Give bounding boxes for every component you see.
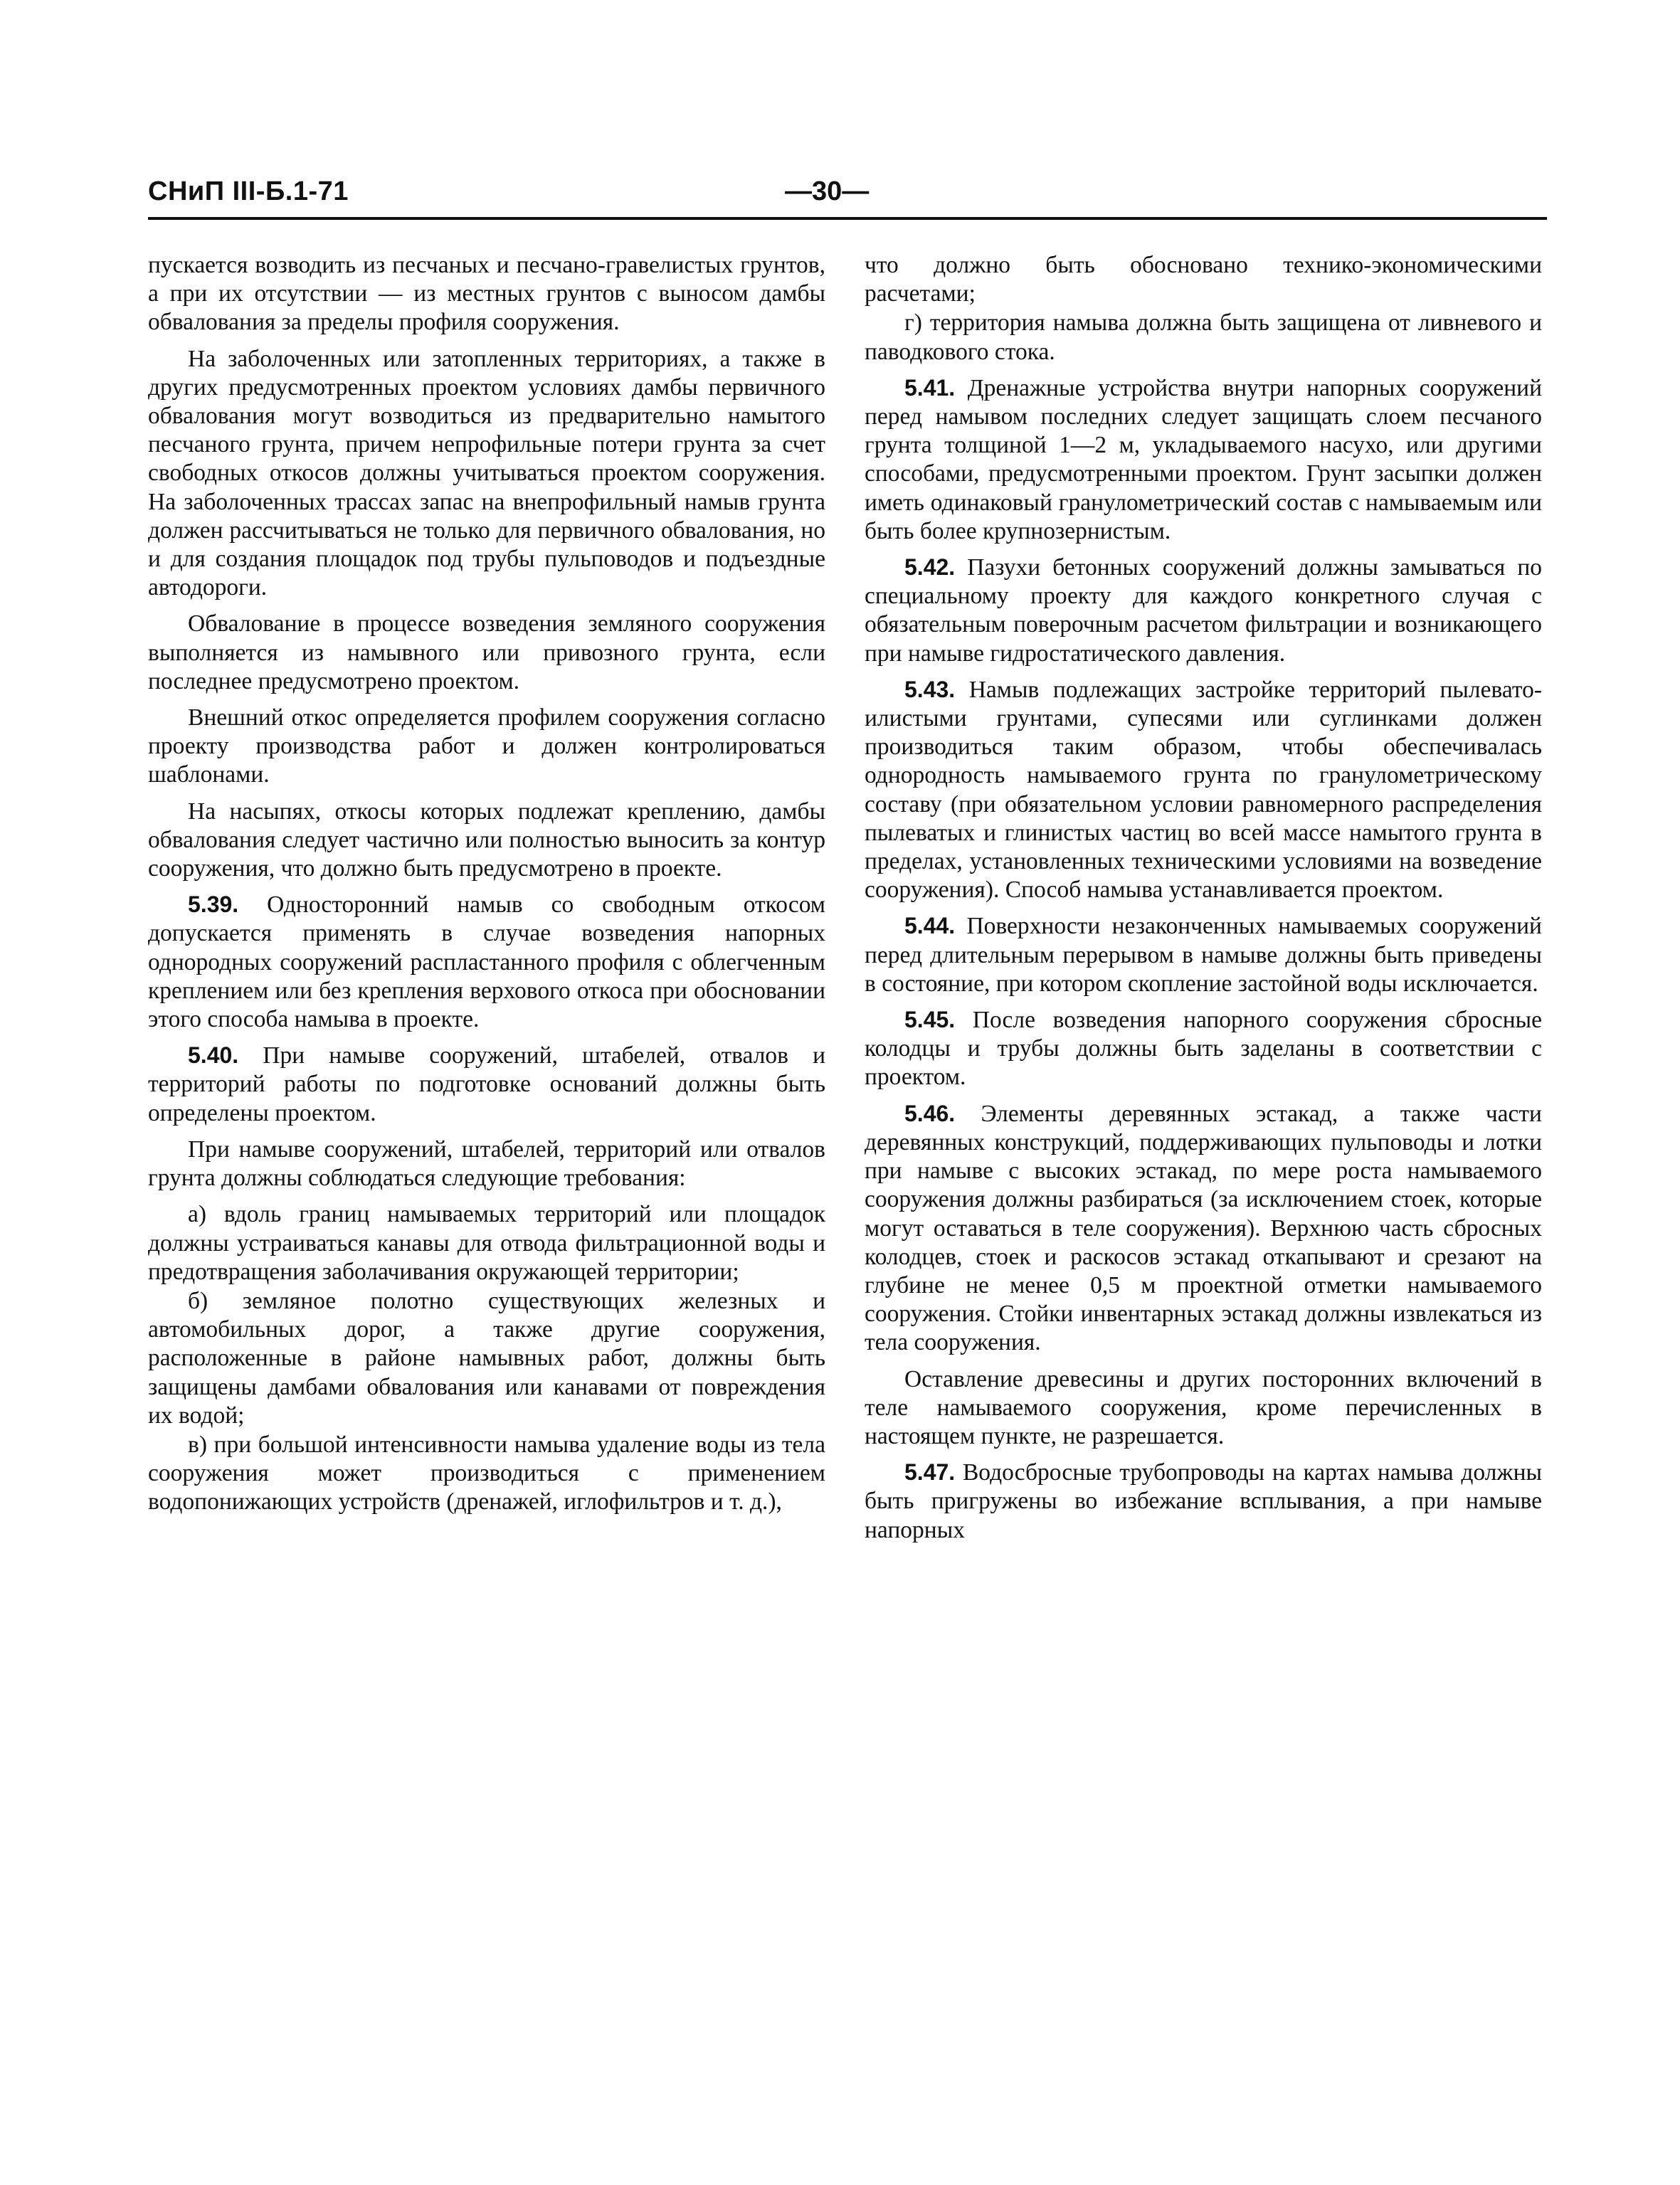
section-5-41: 5.41. Дренажные устройства внутри напорных сооружений перед намывом последних следует защищать слоем песчаного грунта толщиной 1—2 м, укладываемого насухо, или другими способами, предусмотренными проектом. Грунт засыпки должен иметь одинаковый гранулометрический состав с намываемым или быть более крупнозернистым. xyxy=(865,374,1542,544)
page-header xyxy=(148,176,1547,219)
left-column xyxy=(148,250,825,1517)
paragraph: пускается возводить из песчаных и песчано-гравелистых грунтов, а при их отсутствии — из местных грунтов с выносом дамбы обвалования за пределы профиля сооружения. xyxy=(148,252,825,336)
list-item-g: г) территория намыва должна быть защищена от ливневого и паводкового стока. xyxy=(865,310,1542,365)
list-item-v: в) при большой интенсивности намыва удаление воды из тела сооружения может производиться с применением водопонижающих устройств (дренажей, иглофильтров и т. д.), xyxy=(148,1431,825,1515)
section-5-45: 5.45. После возведения напорного сооружения сбросные колодцы и трубы должны быть заделаны в соответствии с проектом. xyxy=(865,1007,1542,1091)
paragraph: При намыве сооружений, штабелей, территорий или отвалов грунта должны соблюдаться следующие требования: xyxy=(148,1136,825,1192)
section-5-43: 5.43. Намыв подлежащих застройке территорий пылевато-илистыми грунтами, супесями или суглинками должен производиться таким образом, чтобы обеспечивалась однородность намываемого грунта по гранулометрическому составу (при обязательном условии равномерного распределения пылеватых и глинистых частиц во всей массе намытого грунта в пределах, установленных техническими условиями на возведение сооружения). Способ намыва устанавливается проектом. xyxy=(865,676,1542,904)
list-item-a: а) вдоль границ намываемых территорий или площадок должны устраиваться канавы для отвода фильтрационной воды и предотвращения заболачивания окружающей территории; xyxy=(148,1201,825,1285)
page-number: —30— xyxy=(785,176,870,206)
paragraph: Обвалование в процессе возведения земляного сооружения выполняется из намывного или привозного грунта, если последнее предусмотрено проектом. xyxy=(148,610,825,694)
section-number: 5.40. xyxy=(188,1042,239,1069)
section-5-39: 5.39. Односторонний намыв со свободным откосом допускается применять в случае возведения напорных однородных сооружений распластанного профиля с облегченным креплением или без крепления верхового откоса при обосновании этого способа намыва в проекте. xyxy=(148,892,826,1033)
document-code: СНиП III-Б.1-71 xyxy=(148,176,349,206)
paragraph: Оставление древесины и других посторонних включений в теле намываемого сооружения, кроме перечисленных в настоящем пункте, не разрешается. xyxy=(865,1365,1542,1449)
paragraph: Внешний откос определяется профилем сооружения согласно проекту производства работ и должен контролироваться шаблонами. xyxy=(148,704,825,788)
section-number: 5.39. xyxy=(188,892,239,918)
section-5-44: 5.44. Поверхности незаконченных намываемых сооружений перед длительным перерывом в намыве должны быть приведены в состояние, при котором скопление застойной воды исключается. xyxy=(865,913,1542,997)
section-5-40: 5.40. При намыве сооружений, штабелей, отвалов и территорий работы по подготовке оснований должны быть определены проектом. xyxy=(148,1042,825,1126)
section-5-42: 5.42. Пазухи бетонных сооружений должны замываться по специальному проекту для каждого конкретного случая с обязательным поверочным расчетом фильтрации и возникающего при намыве гидростатического давления. xyxy=(865,554,1543,667)
section-number: 5.42. xyxy=(904,554,956,581)
section-number: 5.46. xyxy=(904,1100,956,1126)
list-item-b: б) земляное полотно существующих железных и автомобильных дорог, а также другие сооружения, расположенные в районе намывных работ, должны быть защищены дамбами обвалования или канавами от повреждения их водой; xyxy=(148,1287,825,1429)
right-column xyxy=(865,250,1542,1552)
section-5-46: 5.46. Элементы деревянных эстакад, а также части деревянных конструкций, поддерживающих пульповоды и лотки при намыве с высоких эстакад, по мере роста намываемого сооружения должны разбираться (за исключением стоек, которые могут оставаться в теле сооружения). Верхнюю часть сбросных колодцев, стоек и раскосов эстакад откапывают и срезают на глубине не менее 0,5 м проектной отметки намываемого сооружения. Стойки инвентарных эстакад должны извлекаться из тела сооружения. xyxy=(865,1100,1542,1356)
header-rule xyxy=(148,217,1547,220)
section-5-47: 5.47. Водосбросные трубопроводы на картах намыва должны быть пригружены во избежание всплывания, а при намыве напорных xyxy=(865,1459,1543,1543)
section-number: 5.41. xyxy=(904,374,956,401)
paragraph: На насыпях, откосы которых подлежат креплению, дамбы обвалования следует частично или полностью выносить за контур сооружения, что должно быть предусмотрено в проекте. xyxy=(148,798,825,882)
section-number: 5.45. xyxy=(904,1007,956,1033)
section-number: 5.43. xyxy=(904,676,956,702)
section-number: 5.44. xyxy=(904,913,956,939)
section-number: 5.47. xyxy=(904,1459,956,1486)
paragraph: На заболоченных или затопленных территориях, а также в других предусмотренных проектом условиях дамбы первичного обвалования могут возводиться из предварительно намытого песчаного грунта, причем непрофильные потери грунта за счет свободных откосов должны учитываться проектом сооружения. На заболоченных трассах запас на внепрофильный намыв грунта должен рассчитываться не только для первичного обвалования, но и для создания площадок под трубы пульповодов и подъездные автодороги. xyxy=(148,345,825,601)
paragraph: что должно быть обосновано технико-экономическими расчетами; xyxy=(865,252,1542,307)
